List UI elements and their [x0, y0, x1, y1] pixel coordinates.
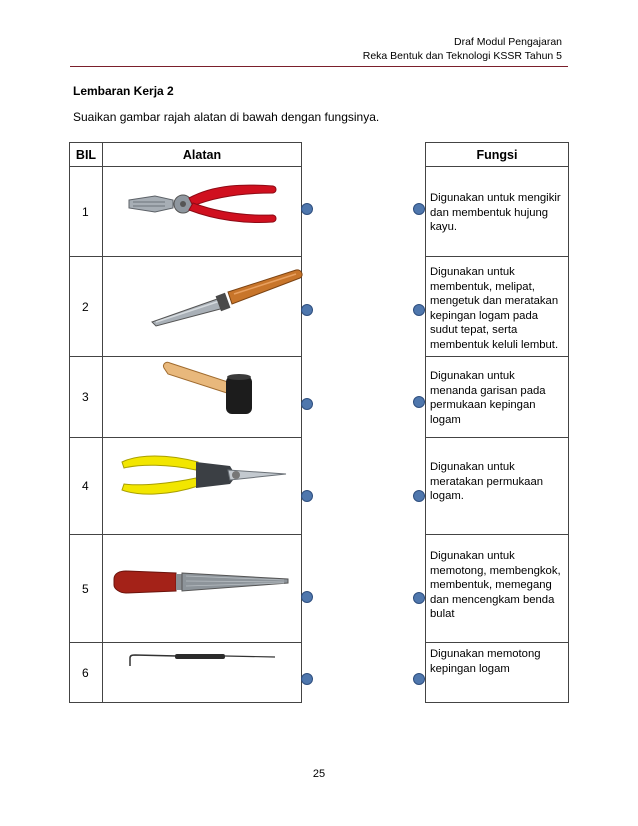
fungsi-header: Fungsi — [425, 142, 569, 167]
bil-cell-6: 6 — [69, 642, 103, 703]
fungsi-cell-1: Digunakan untuk mengikir dan membentuk hujung kayu. — [425, 166, 569, 257]
match-dot-right-5[interactable] — [413, 592, 425, 604]
page-number: 25 — [312, 768, 326, 780]
bil-cell-1: 1 — [69, 166, 103, 257]
header-module-title: Draf Modul Pengajaran — [454, 36, 562, 48]
match-dot-left-4[interactable] — [301, 490, 313, 502]
fungsi-cell-2: Digunakan untuk membentuk, melipat, mengetuk dan meratakan kepingan logam pada sudut tepat, serta membentuk keluli lembut. — [425, 256, 569, 357]
match-dot-right-2[interactable] — [413, 304, 425, 316]
match-dot-left-6[interactable] — [301, 673, 313, 685]
match-dot-right-1[interactable] — [413, 203, 425, 215]
match-dot-left-5[interactable] — [301, 591, 313, 603]
mallet-icon — [160, 360, 260, 420]
match-dot-left-3[interactable] — [301, 398, 313, 410]
match-dot-left-1[interactable] — [301, 203, 313, 215]
header-subtitle: Reka Bentuk dan Teknologi KSSR Tahun 5 — [362, 50, 562, 62]
header-rule — [70, 66, 568, 67]
fungsi-cell-3: Digunakan untuk menanda garisan pada permukaan kepingan logam — [425, 356, 569, 438]
scriber-icon — [125, 652, 277, 670]
bil-cell-5: 5 — [69, 534, 103, 643]
bil-cell-4: 4 — [69, 437, 103, 535]
fungsi-cell-6: Digunakan memotong kepingan logam — [425, 642, 569, 703]
bil-cell-3: 3 — [69, 356, 103, 438]
tin-snips-icon — [118, 450, 290, 500]
worksheet-instruction: Suaikan gambar rajah alatan di bawah dengan fungsinya. — [73, 110, 380, 124]
bil-cell-2: 2 — [69, 256, 103, 357]
file-icon — [112, 565, 290, 599]
fungsi-cell-4: Digunakan untuk meratakan permukaan logam. — [425, 437, 569, 535]
alatan-header: Alatan — [102, 142, 302, 167]
match-dot-right-6[interactable] — [413, 673, 425, 685]
fungsi-cell-5: Digunakan untuk memotong, membengkok, membentuk, memegang dan mencengkam benda bulat — [425, 534, 569, 643]
chisel-icon — [150, 266, 305, 328]
match-dot-right-4[interactable] — [413, 490, 425, 502]
bil-header: BIL — [69, 142, 103, 167]
worksheet-title: Lembaran Kerja 2 — [73, 84, 174, 98]
match-dot-right-3[interactable] — [413, 396, 425, 408]
pliers-icon — [125, 178, 280, 230]
